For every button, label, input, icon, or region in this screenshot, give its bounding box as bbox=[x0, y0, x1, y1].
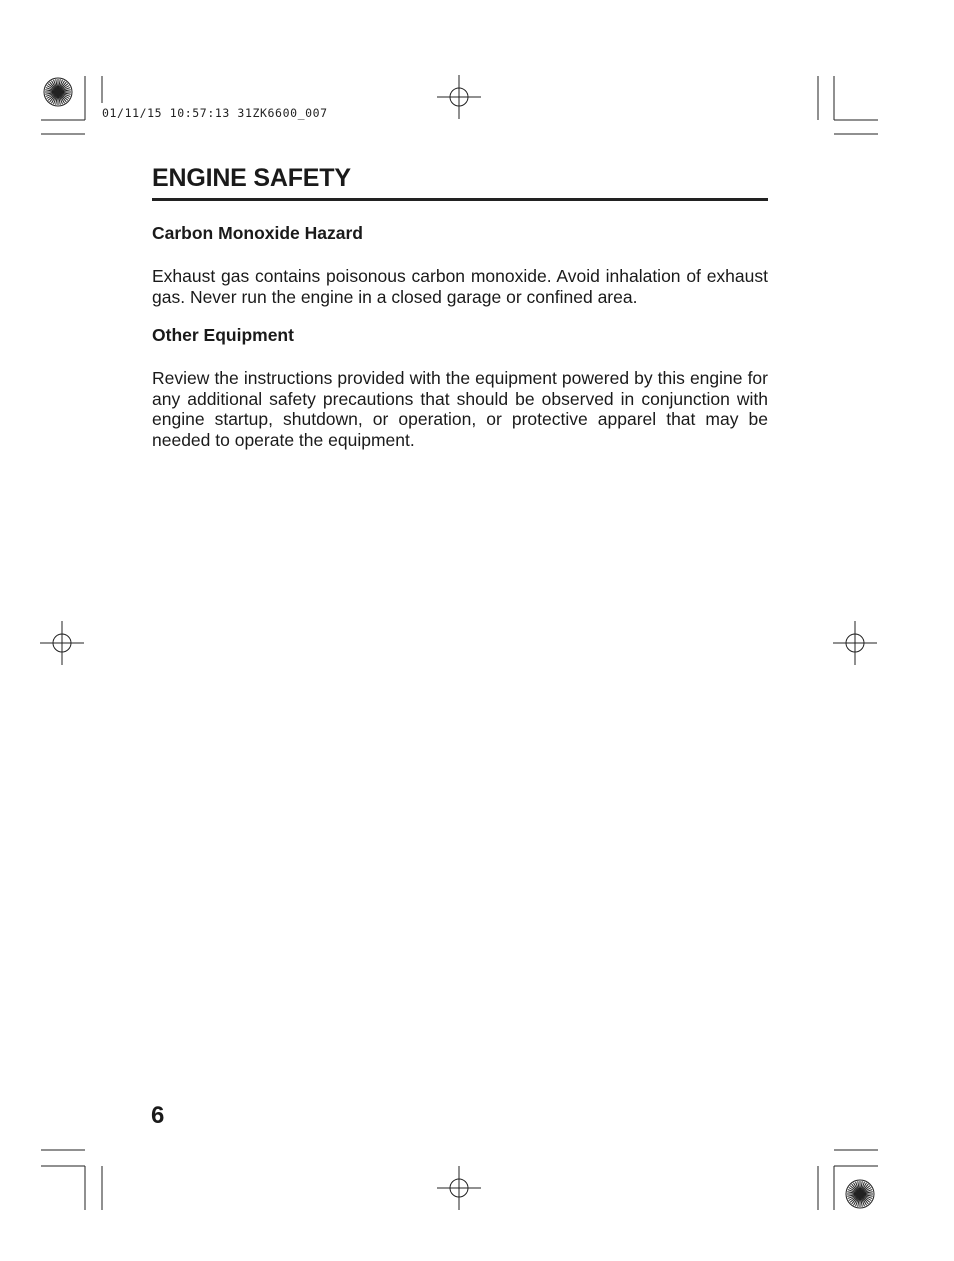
crop-mark-icon bbox=[41, 76, 102, 134]
registration-target-icon bbox=[833, 621, 877, 665]
registration-target-icon bbox=[40, 621, 84, 665]
section-carbon-monoxide bbox=[152, 223, 768, 307]
crop-mark-icon bbox=[41, 1150, 102, 1210]
section-body: Review the instructions provided with the equipment powered by this engine for any additional safety precautions that should be observed in conjunction with engine startup, shutdown, or operation, or protective apparel that may be needed to operate the equipment. bbox=[152, 368, 768, 450]
section-body: Exhaust gas contains poisonous carbon monoxide. Avoid inhalation of exhaust gas. Never run the engine in a closed garage or confined area. bbox=[152, 266, 768, 307]
section-heading: Other Equipment bbox=[152, 325, 294, 345]
starburst-target-icon bbox=[846, 1180, 874, 1208]
section-heading: Carbon Monoxide Hazard bbox=[152, 223, 363, 243]
registration-target-icon bbox=[437, 1166, 481, 1210]
crop-mark-icon bbox=[818, 76, 878, 134]
section-other-equipment bbox=[152, 325, 768, 450]
print-timestamp: 01/11/15 10:57:13 31ZK6600_007 bbox=[102, 106, 328, 120]
registration-target-icon bbox=[437, 75, 481, 119]
page-title: ENGINE SAFETY bbox=[152, 164, 351, 192]
title-rule bbox=[152, 198, 768, 201]
page-number: 6 bbox=[151, 1102, 165, 1129]
starburst-target-icon bbox=[44, 78, 72, 106]
